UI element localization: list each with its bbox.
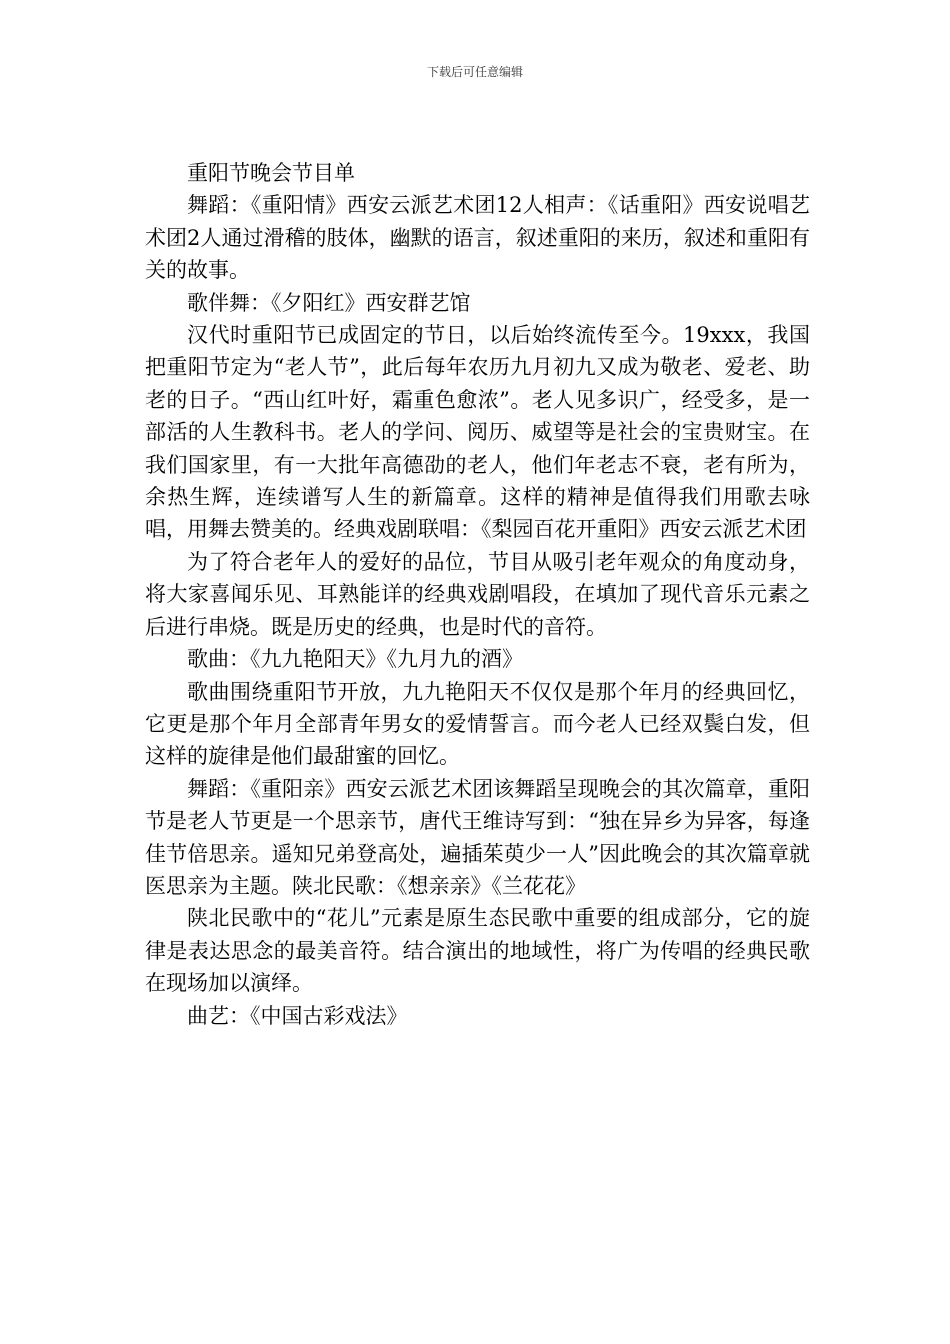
page-header: 下载后可任意编辑 [426,65,523,79]
paragraph: 歌伴舞：《夕阳红》西安群艺馆 [187,290,471,315]
paragraph: 汉代时重阳节已成固定的节日，以后始终流传至今。19xxx，我国把重阳节定为“老人节”，此后每年农历九月初九又成为敬老、爱老、助老的日子。“西山红叶好，霜重色愈浓”。老人见多识广，经受多，是一部活的人生教科书。老人的学问、阅历、威望等是社会的宝贵财宝。在我们国家里，有一大批年高德劭的老人，他们年老志不衰，老有所为，余热生辉，连续谱写人生的新篇章。这样的精神是值得我们用歌去咏唱，用舞去赞美的。经典戏剧联唱：《梨园百花开重阳》西安云派艺术团 [145,323,810,542]
paragraph: 为了符合老年人的爱好的品位，节目从吸引老年观众的角度动身，将大家喜闻乐见、耳熟能详的经典戏剧唱段，在填加了现代音乐元素之后进行串烧。既是历史的经典，也是时代的音符。 [145,549,810,639]
paragraph: 陕北民歌中的“花儿”元素是原生态民歌中重要的组成部分，它的旋律是表达思念的最美音符。结合演出的地域性，将广为传唱的经典民歌在现场加以演绎。 [145,906,810,996]
paragraph: 歌曲：《九九艳阳天》《九月九的酒》 [187,647,523,672]
paragraph: 舞蹈：《重阳情》西安云派艺术团12人相声：《话重阳》西安说唱艺术团2人通过滑稽的肢体，幽默的语言，叙述重阳的来历，叙述和重阳有关的故事。 [145,193,810,283]
document-body [145,157,810,1032]
paragraph: 歌曲围绕重阳节开放，九九艳阳天不仅仅是那个年月的经典回忆，它更是那个年月全部青年男女的爱情誓言。而今老人已经双鬓白发，但这样的旋律是他们最甜蜜的回忆。 [145,679,810,769]
document-title: 重阳节晚会节目单 [187,161,355,185]
paragraph: 曲艺：《中国古彩戏法》 [187,1003,408,1028]
paragraph: 舞蹈：《重阳亲》西安云派艺术团该舞蹈呈现晚会的其次篇章，重阳节是老人节更是一个思亲节，唐代王维诗写到：“独在异乡为异客，每逢佳节倍思亲。遥知兄弟登高处，遍插茱萸少一人”因此晚会的其次篇章就医思亲为主题。陕北民歌：《想亲亲》《兰花花》 [145,776,810,898]
